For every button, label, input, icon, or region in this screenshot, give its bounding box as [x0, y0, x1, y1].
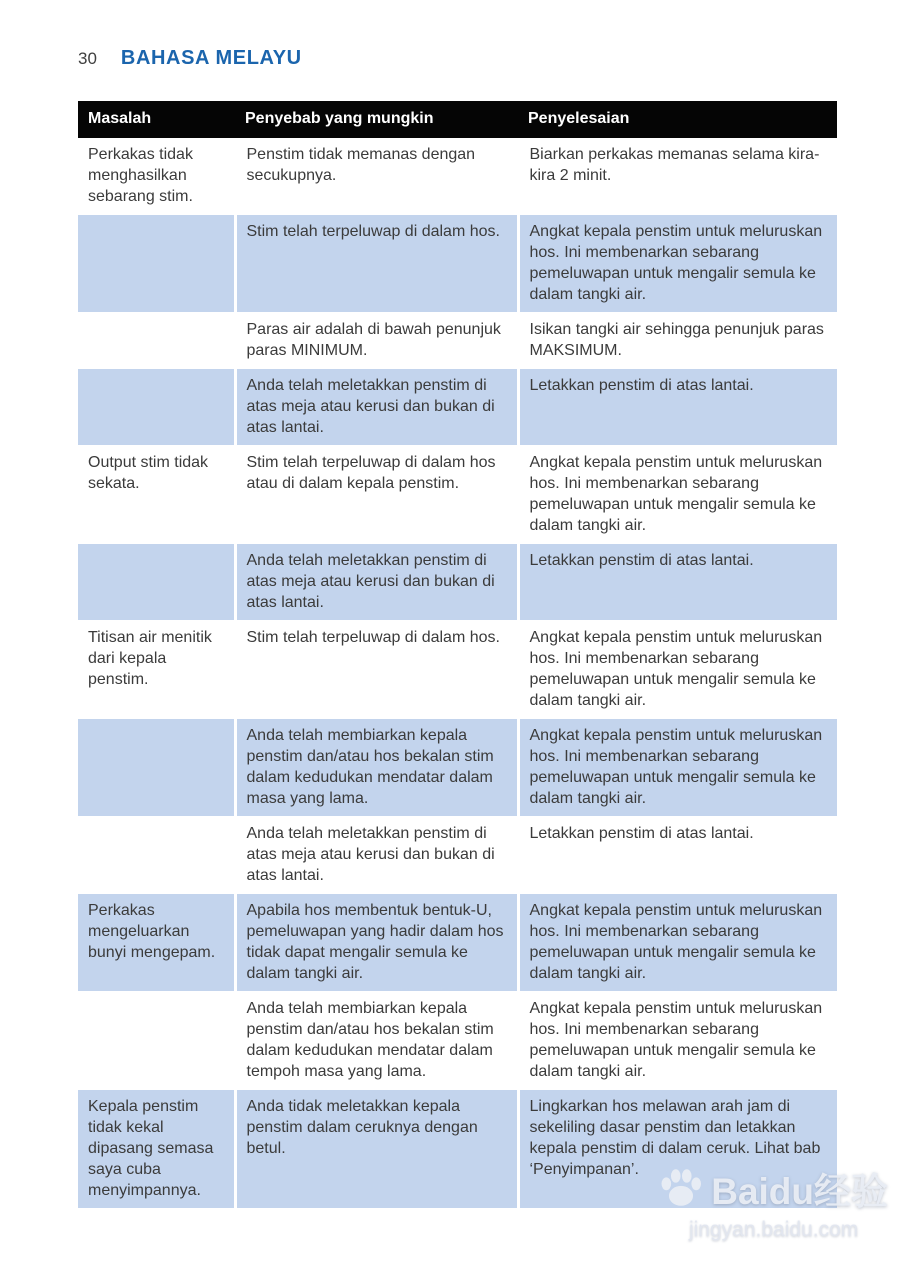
table-row	[78, 894, 837, 992]
cell-masalah	[78, 719, 235, 817]
table-header-row	[78, 101, 837, 138]
table-row	[78, 719, 837, 817]
cell-penyelesaian: Angkat kepala penstim untuk meluruskan hos. Ini membenarkan sebarang pemeluwapan untuk mengalir semula ke dalam tangki air.	[518, 621, 837, 719]
table-row	[78, 369, 837, 446]
cell-penyelesaian: Angkat kepala penstim untuk meluruskan hos. Ini membenarkan sebarang pemeluwapan untuk mengalir semula ke dalam tangki air.	[518, 446, 837, 544]
cell-penyelesaian: Angkat kepala penstim untuk meluruskan hos. Ini membenarkan sebarang pemeluwapan untuk mengalir semula ke dalam tangki air.	[518, 992, 837, 1090]
cell-masalah	[78, 544, 235, 621]
cell-penyelesaian: Letakkan penstim di atas lantai.	[518, 544, 837, 621]
table-row	[78, 313, 837, 369]
cell-masalah: Perkakas mengeluarkan bunyi mengepam.	[78, 894, 235, 992]
cell-penyelesaian: Angkat kepala penstim untuk meluruskan hos. Ini membenarkan sebarang pemeluwapan untuk mengalir semula ke dalam tangki air.	[518, 719, 837, 817]
table-row	[78, 817, 837, 894]
cell-penyebab: Anda telah meletakkan penstim di atas meja atau kerusi dan bukan di atas lantai.	[235, 544, 518, 621]
cell-masalah	[78, 369, 235, 446]
cell-penyebab: Penstim tidak memanas dengan secukupnya.	[235, 138, 518, 215]
cell-masalah	[78, 313, 235, 369]
cell-masalah	[78, 215, 235, 313]
cell-penyebab: Anda telah membiarkan kepala penstim dan/atau hos bekalan stim dalam kedudukan mendatar dalam masa yang lama.	[235, 719, 518, 817]
table-row	[78, 138, 837, 215]
page-number: 30	[78, 49, 97, 68]
watermark-url: jingyan.baidu.com	[688, 1218, 859, 1241]
cell-penyebab: Stim telah terpeluwap di dalam hos atau di dalam kepala penstim.	[235, 446, 518, 544]
cell-penyelesaian: Isikan tangki air sehingga penunjuk paras MAKSIMUM.	[518, 313, 837, 369]
table-row	[78, 544, 837, 621]
cell-penyebab: Stim telah terpeluwap di dalam hos.	[235, 215, 518, 313]
cell-penyelesaian: Lingkarkan hos melawan arah jam di sekeliling dasar penstim dan letakkan kepala penstim di dalam ceruk. Lihat bab ‘Penyimpanan’.	[518, 1090, 837, 1209]
table-row	[78, 446, 837, 544]
column-header-penyelesaian: Penyelesaian	[518, 101, 837, 138]
cell-penyelesaian: Letakkan penstim di atas lantai.	[518, 369, 837, 446]
troubleshooting-table	[78, 101, 837, 1209]
cell-penyelesaian: Biarkan perkakas memanas selama kira-kira 2 minit.	[518, 138, 837, 215]
column-header-masalah: Masalah	[78, 101, 235, 138]
cell-penyebab: Stim telah terpeluwap di dalam hos.	[235, 621, 518, 719]
cell-penyebab: Paras air adalah di bawah penunjuk paras MINIMUM.	[235, 313, 518, 369]
cell-masalah: Output stim tidak sekata.	[78, 446, 235, 544]
cell-masalah	[78, 817, 235, 894]
cell-penyebab: Anda telah membiarkan kepala penstim dan/atau hos bekalan stim dalam kedudukan mendatar dalam tempoh masa yang lama.	[235, 992, 518, 1090]
table-body	[78, 138, 837, 1209]
page-header	[0, 0, 902, 70]
cell-masalah: Kepala penstim tidak kekal dipasang semasa saya cuba menyimpannya.	[78, 1090, 235, 1209]
page-title: BAHASA MELAYU	[120, 47, 302, 69]
cell-penyelesaian: Angkat kepala penstim untuk meluruskan hos. Ini membenarkan sebarang pemeluwapan untuk mengalir semula ke dalam tangki air.	[518, 894, 837, 992]
cell-masalah: Titisan air menitik dari kepala penstim.	[78, 621, 235, 719]
table-row	[78, 215, 837, 313]
cell-masalah	[78, 992, 235, 1090]
column-header-penyebab: Penyebab yang mungkin	[235, 101, 518, 138]
cell-penyebab: Apabila hos membentuk bentuk-U, pemeluwapan yang hadir dalam hos tidak dapat mengalir semula ke dalam tangki air.	[235, 894, 518, 992]
table-row	[78, 621, 837, 719]
cell-penyelesaian: Angkat kepala penstim untuk meluruskan hos. Ini membenarkan sebarang pemeluwapan untuk mengalir semula ke dalam tangki air.	[518, 215, 837, 313]
table-row	[78, 992, 837, 1090]
cell-penyebab: Anda telah meletakkan penstim di atas meja atau kerusi dan bukan di atas lantai.	[235, 817, 518, 894]
cell-penyebab: Anda telah meletakkan penstim di atas meja atau kerusi dan bukan di atas lantai.	[235, 369, 518, 446]
cell-penyebab: Anda tidak meletakkan kepala penstim dalam ceruknya dengan betul.	[235, 1090, 518, 1209]
table-row	[78, 1090, 837, 1209]
cell-masalah: Perkakas tidak menghasilkan sebarang stim.	[78, 138, 235, 215]
cell-penyelesaian: Letakkan penstim di atas lantai.	[518, 817, 837, 894]
watermark-brand: Baidu经验	[711, 1171, 888, 1212]
